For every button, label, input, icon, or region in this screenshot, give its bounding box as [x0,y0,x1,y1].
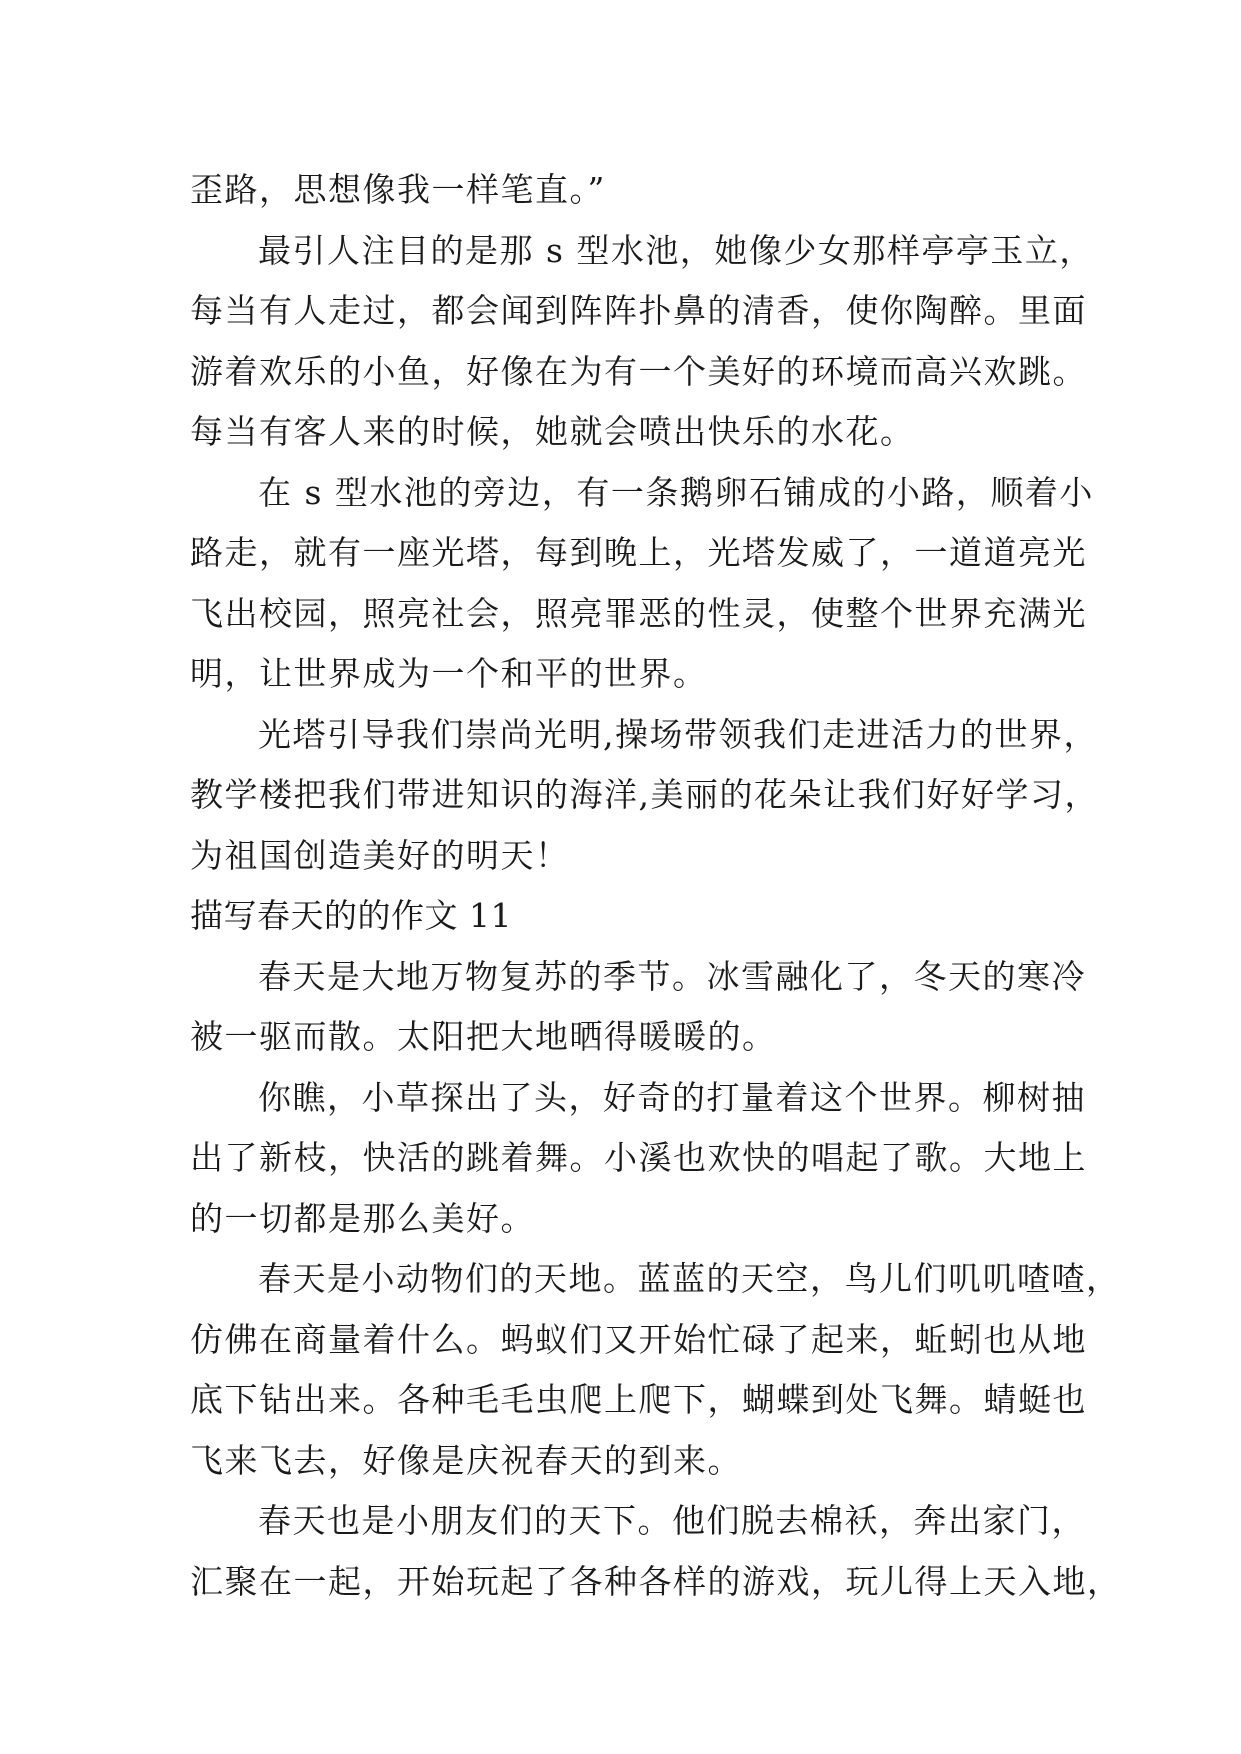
paragraph-line: 春天也是小朋友们的天下。他们脱去棉袄，奔出家门， [258,1501,1086,1540]
paragraph-line: 教学楼把我们带进知识的海洋,美丽的花朵让我们好好学习， [190,775,1099,814]
paragraph-line: 歪路，思想像我一样笔直。” [190,170,606,209]
paragraph-line: 在 s 型水池的旁边，有一条鹅卵石铺成的小路，顺着小 [258,472,1094,512]
paragraph-line: 汇聚在一起，开始玩起了各种各样的游戏，玩儿得上天入地， [190,1561,1122,1601]
paragraph-line: 仿佛在商量着什么。蚂蚁们又开始忙碌了起来，蚯蚓也从地 [190,1319,1087,1359]
paragraph-line: 飞出校园，照亮社会，照亮罪恶的性灵，使整个世界充满光 [190,593,1087,633]
paragraph-line: 春天是大地万物复苏的季节。冰雪融化了，冬天的寒冷 [258,956,1086,996]
paragraph-line: 每当有人走过，都会闻到阵阵扑鼻的清香，使你陶醉。里面 [190,291,1087,330]
paragraph-line: 你瞧，小草探出了头，好奇的打量着这个世界。柳树抽 [258,1077,1086,1117]
paragraph-line: 被一驱而散。太阳把大地晒得暖暖的。 [190,1017,777,1056]
paragraph-line: 路走，就有一座光塔，每到晚上，光塔发威了，一道道亮光 [190,533,1087,572]
document-body [190,160,1122,1612]
paragraph-line: 的一切都是那么美好。 [190,1198,535,1238]
paragraph-line: 出了新枝，快活的跳着舞。小溪也欢快的唱起了歌。大地上 [190,1138,1087,1177]
paragraph-line: 明，让世界成为一个和平的世界。 [190,654,708,693]
paragraph-line: 飞来飞去，好像是庆祝春天的到来。 [190,1440,742,1480]
section-heading: 描写春天的的作文 11 [190,896,512,935]
paragraph-line: 为祖国创造美好的明天！ [190,835,570,875]
paragraph-line: 最引人注目的是那 s 型水池，她像少女那样亭亭玉立， [258,230,1094,270]
paragraph-line: 游着欢乐的小鱼，好像在为有一个美好的环境而高兴欢跳。 [190,351,1087,391]
paragraph-line: 每当有客人来的时候，她就会喷出快乐的水花。 [190,412,915,451]
paragraph-line: 底下钻出来。各种毛毛虫爬上爬下，蝴蝶到处飞舞。蜻蜓也 [190,1380,1087,1419]
paragraph-line: 光塔引导我们崇尚光明,操场带领我们走进活力的世界， [258,714,1098,754]
paragraph-line: 春天是小动物们的天地。蓝蓝的天空，鸟儿们叽叽喳喳， [258,1259,1121,1298]
